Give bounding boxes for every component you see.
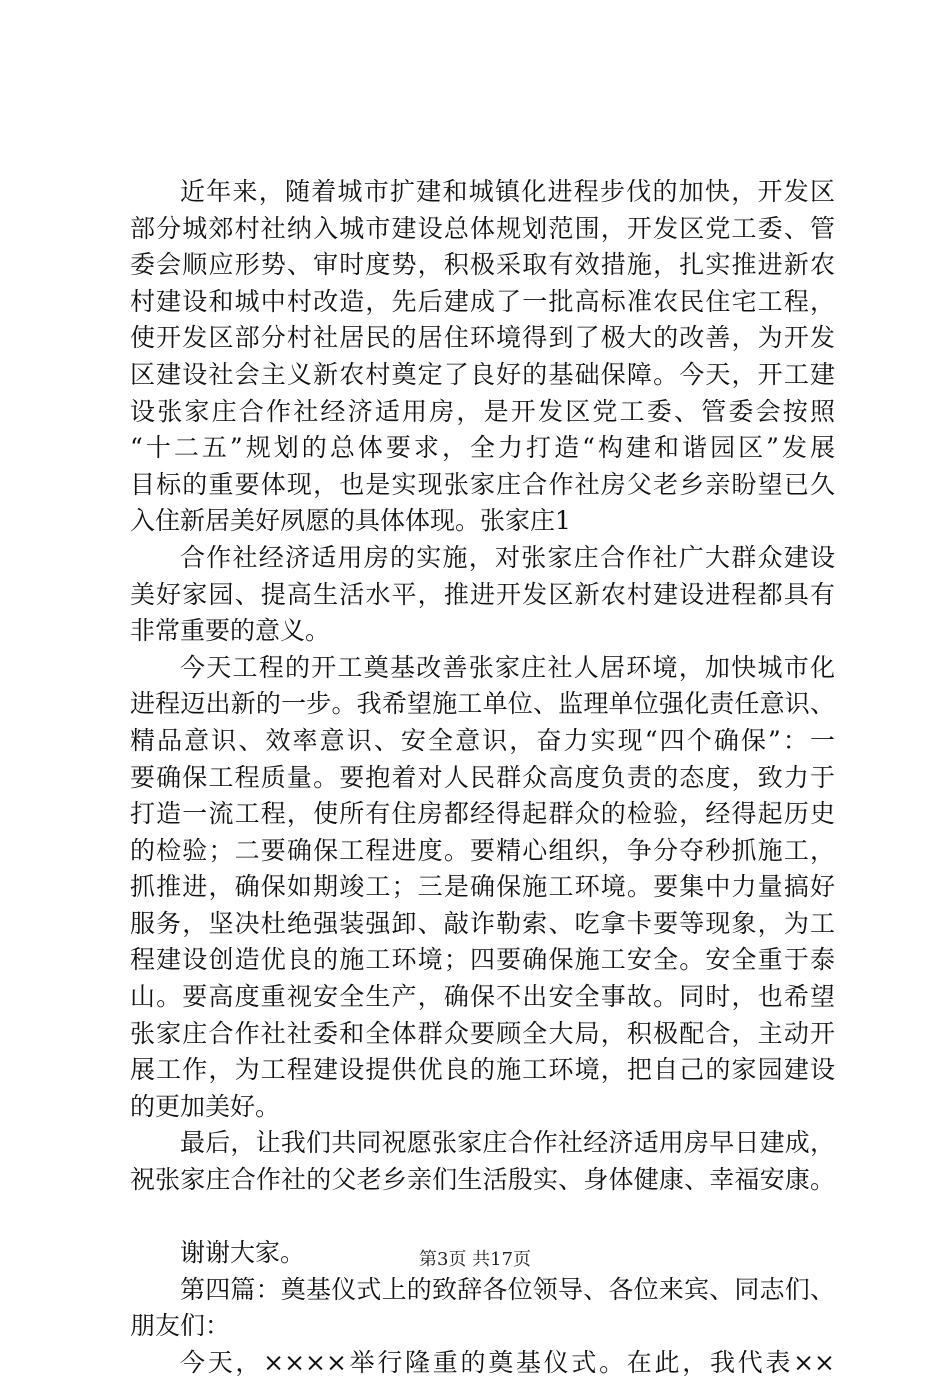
- text-line: 合作社经济适用房的实施，对张家庄合作社广大群众建设: [180, 542, 835, 572]
- text-line: 非常重要的意义。: [130, 616, 331, 646]
- text-line: 第四篇：奠基仪式上的致辞各位领导、各位来宾、同志们、: [180, 1274, 835, 1304]
- text-line: 部分城郊村社纳入城市建设总体规划范围，开发区党工委、管: [130, 213, 835, 243]
- text-line: 使开发区部分村社居民的居住环境得到了极大的改善，为开发: [130, 323, 835, 353]
- text-line: 今天工程的开工奠基改善张家庄社人居环境，加快城市化: [180, 652, 835, 682]
- text-line: 目标的重要体现，也是实现张家庄合作社房父老乡亲盼望已久: [130, 469, 835, 499]
- text-line: 近年来，随着城市扩建和城镇化进程步伐的加快，开发区: [180, 177, 835, 206]
- text-line: 朋友们：: [130, 1311, 231, 1341]
- text-line: 抓推进，确保如期竣工；三是确保施工环境。要集中力量搞好: [130, 872, 835, 902]
- page-footer: 第3页 共17页: [418, 1249, 532, 1270]
- text-line: 入住新居美好夙愿的具体体现。张家庄1: [130, 506, 571, 536]
- text-line: 程建设创造优良的施工环境；四要确保施工安全。安全重于泰: [130, 945, 835, 975]
- text-line: 精品意识、效率意识、安全意识，奋力实现“四个确保”：一: [130, 725, 835, 755]
- text-line: 区建设社会主义新农村奠定了良好的基础保障。今天，开工建: [130, 359, 835, 389]
- text-line: 谢谢大家。: [180, 1238, 306, 1268]
- document-body: [130, 174, 835, 1382]
- text-line: 打造一流工程，使所有住房都经得起群众的检验，经得起历史: [130, 799, 835, 829]
- text-line: 进程迈出新的一步。我希望施工单位、监理单位强化责任意识、: [130, 689, 835, 719]
- text-line: 今天，××××举行隆重的奠基仪式。在此，我代表××: [180, 1348, 835, 1377]
- text-line: 山。要高度重视安全生产，确保不出安全事故。同时，也希望: [130, 982, 835, 1012]
- text-line: 的更加美好。: [130, 1091, 281, 1121]
- blank-line: [130, 1199, 835, 1236]
- text-line: 张家庄合作社社委和全体群众要顾全大局，积极配合，主动开: [130, 1018, 835, 1048]
- text-line: 村建设和城中村改造，先后建成了一批高标准农民住宅工程，: [130, 286, 835, 316]
- text-line: 展工作，为工程建设提供优良的施工环境，把自己的家园建设: [130, 1055, 835, 1085]
- text-line: 美好家园、提高生活水平，推进开发区新农村建设进程都具有: [130, 579, 835, 609]
- text-line: 服务，坚决杜绝强装强卸、敲诈勒索、吃拿卡要等现象，为工: [130, 908, 835, 938]
- text-line: 的检验；二要确保工程进度。要精心组织，争分夺秒抓施工，: [130, 835, 835, 865]
- text-line: 设张家庄合作社经济适用房，是开发区党工委、管委会按照: [130, 396, 835, 426]
- text-line: “十二五”规划的总体要求，全力打造“构建和谐园区”发展: [130, 433, 835, 463]
- text-line: 祝张家庄合作社的父老乡亲们生活殷实、身体健康、幸福安康。: [130, 1165, 835, 1195]
- text-line: 要确保工程质量。要抱着对人民群众高度负责的态度，致力于: [130, 762, 835, 792]
- text-line: 最后，让我们共同祝愿张家庄合作社经济适用房早日建成，: [180, 1128, 835, 1158]
- text-line: 委会顺应形势、审时度势，积极采取有效措施，扎实推进新农: [130, 250, 835, 280]
